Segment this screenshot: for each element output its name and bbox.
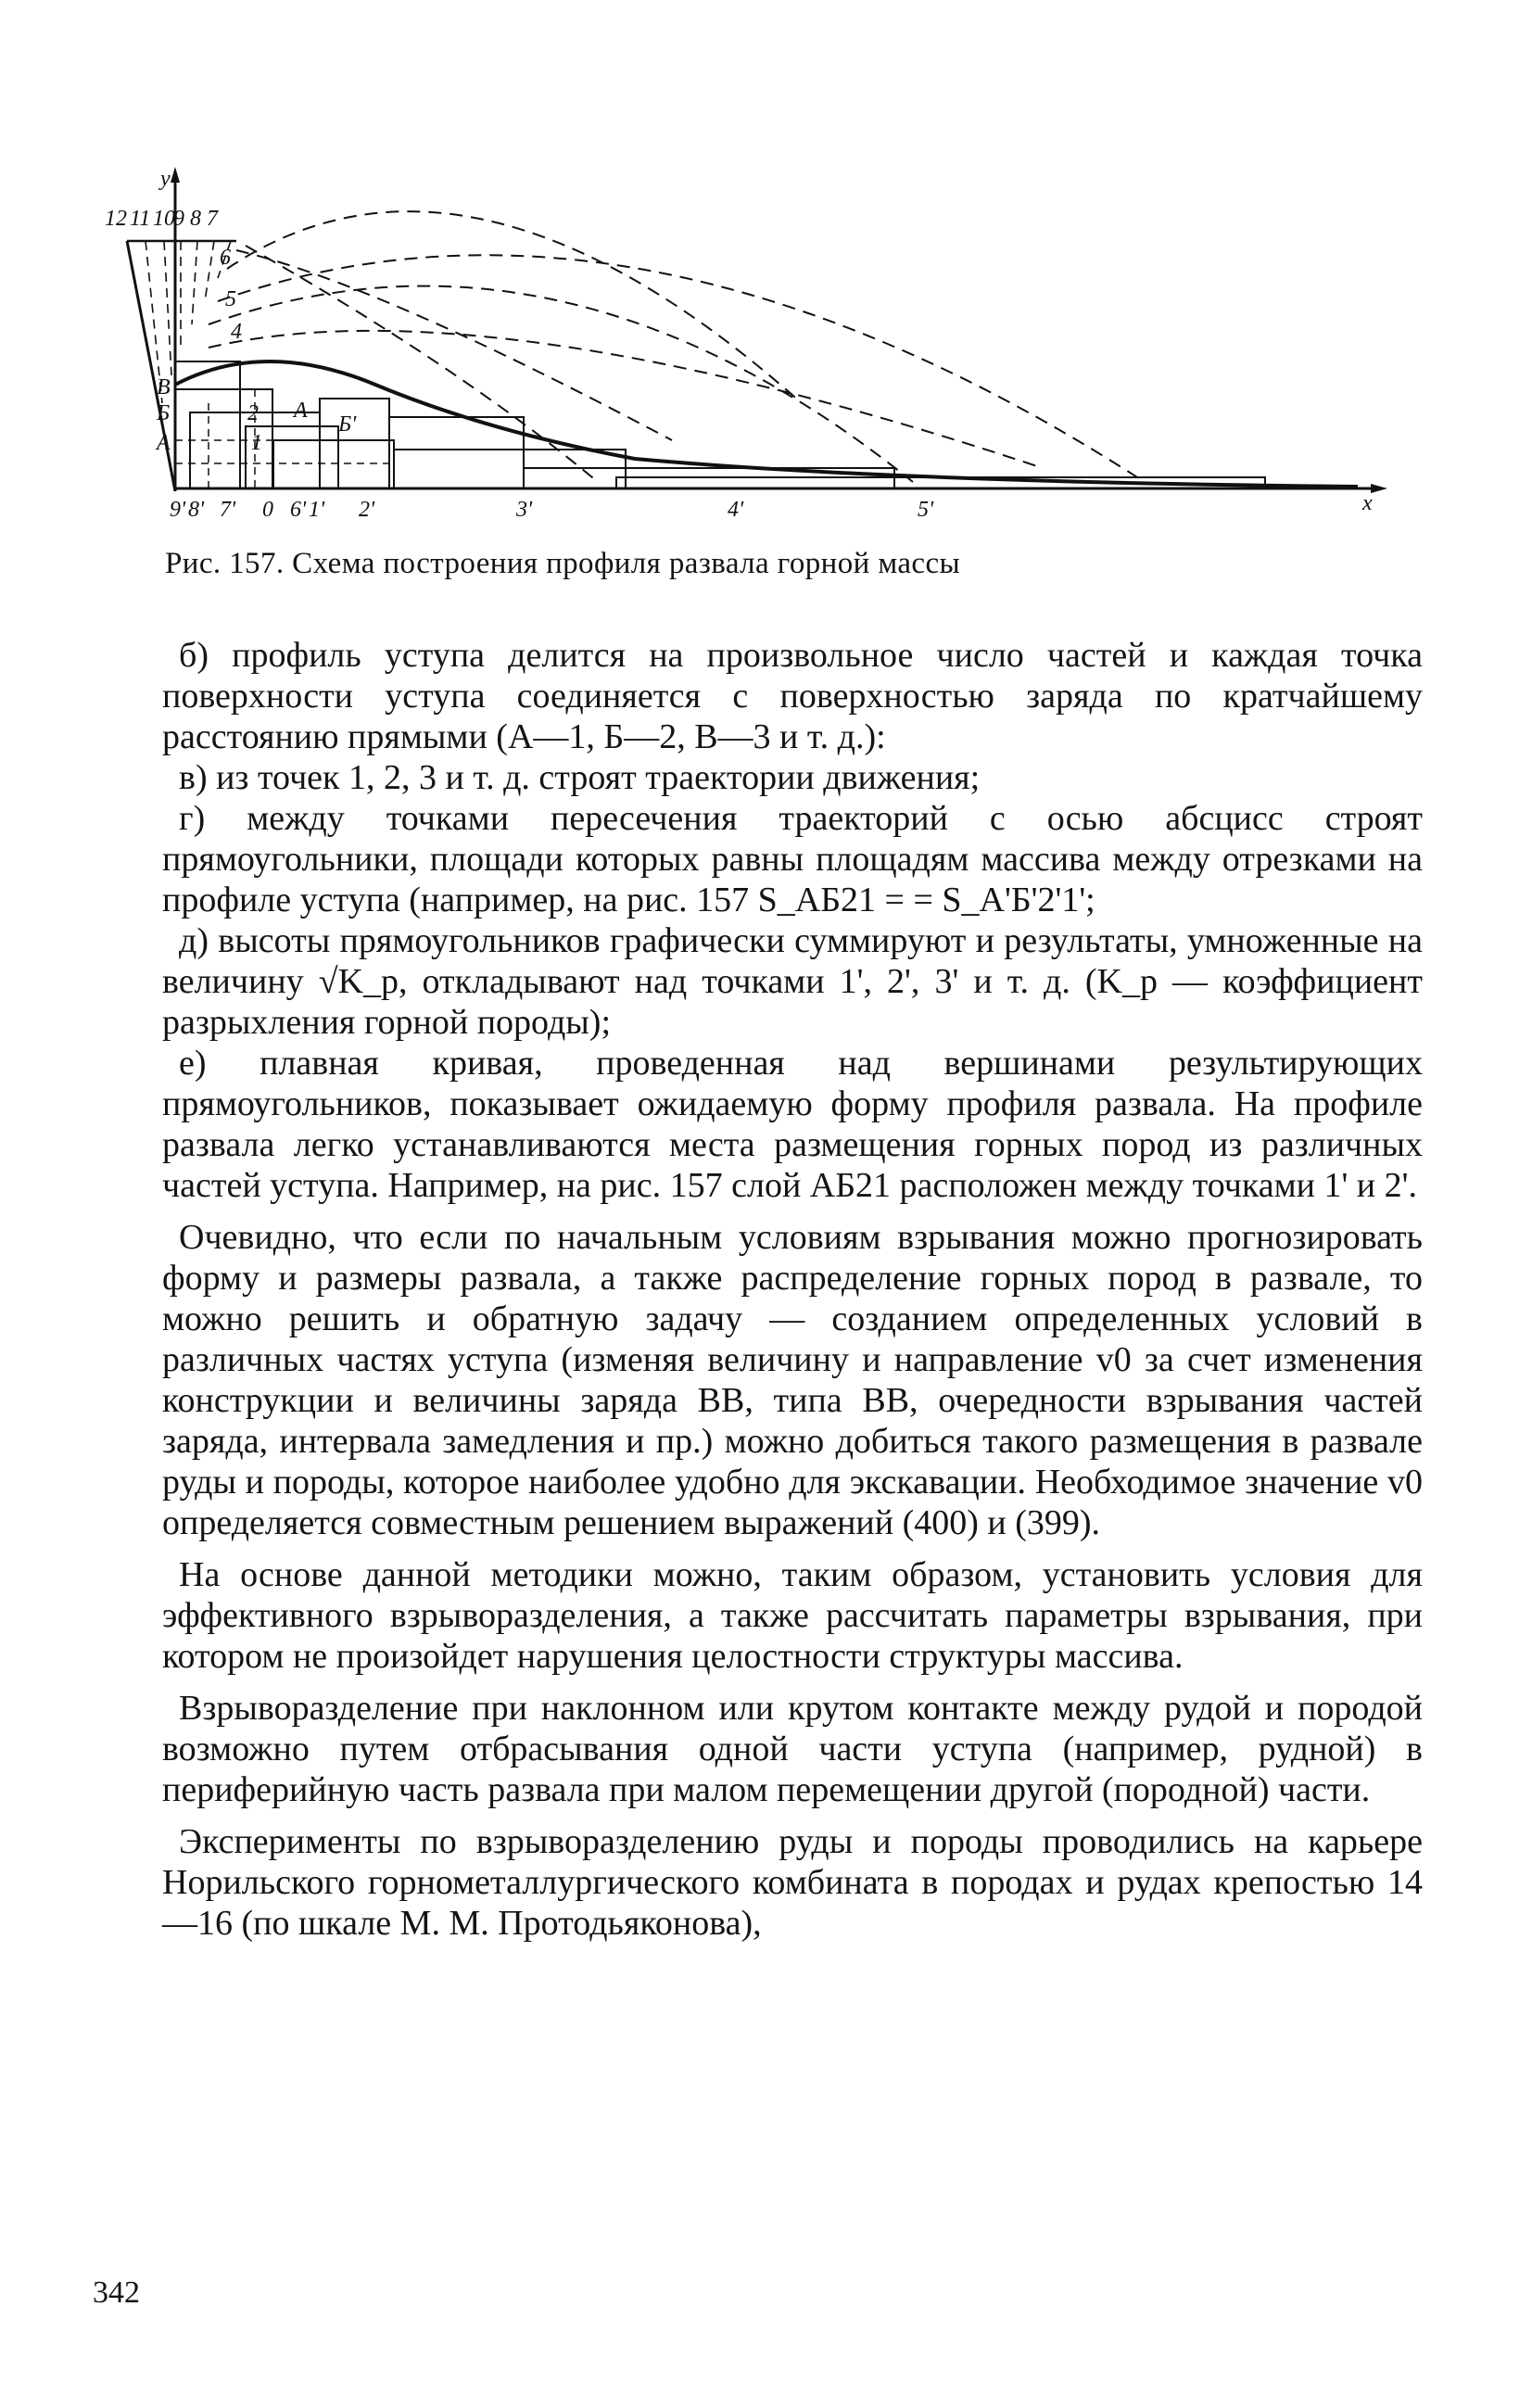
- top-number-label: 10: [153, 207, 175, 231]
- paragraph: е) плавная кривая, проведенная над вершинами результирующих прямоугольников, показывает ожидаемую форму профиля развала. На профиле развала легко устанавливаются места размещения горных пород из различных частей уступа. Например, на рис. 157 слой АБ21 расположен между точками 1' и 2'.: [162, 1044, 1423, 1205]
- bottom-number-label: 6': [290, 498, 307, 522]
- paragraph: в) из точек 1, 2, 3 и т. д. строят траектории движения;: [179, 758, 981, 797]
- slope-number-label: 5: [225, 287, 236, 311]
- inner-letter-label: А: [294, 399, 308, 423]
- y-axis-arrow: [171, 167, 180, 183]
- paragraph: Взрыворазделение при наклонном или крутом контакте между рудой и породой возможно путем отбрасывания одной части уступа (например, рудной) в периферийную часть развала при малом перемещении другой (породной) части.: [162, 1689, 1423, 1809]
- bottom-number-label: 3': [516, 498, 533, 522]
- rect-number-label: 2: [247, 401, 259, 425]
- rock-mass-profile-diagram: [105, 162, 1395, 533]
- bottom-number-label: 9': [170, 498, 186, 522]
- bottom-number-label: 5': [918, 498, 934, 522]
- figure-caption: Рис. 157. Схема построения профиля развала горной массы: [165, 547, 961, 580]
- top-number-label: 9: [173, 207, 184, 231]
- bottom-number-label: 7': [220, 498, 236, 522]
- trajectories: [209, 211, 1145, 482]
- y-axis-label: y: [160, 167, 171, 191]
- x-axis-label: x: [1362, 491, 1373, 515]
- paragraph: б) профиль уступа делится на произвольное число частей и каждая точка поверхности уступа соединяется с поверхностью заряда по кратчайшему расстоянию прямыми (А—1, Б—2, В—3 и т. д.):: [162, 636, 1423, 756]
- paragraph: Эксперименты по взрыворазделению руды и породы проводились на карьере Норильского горнометаллургического комбината в породах и рудах крепостью 14—16 (по шкале М. М. Протодьяконова),: [162, 1822, 1423, 1943]
- rect-letter-label: А: [157, 431, 171, 455]
- bottom-number-label: 4': [728, 498, 744, 522]
- body-text: [162, 635, 1423, 1944]
- top-number-label: 12: [105, 207, 127, 231]
- top-number-label: 11: [130, 207, 151, 231]
- paragraph: д) высоты прямоугольников графически суммируют и результаты, умноженные на величину √K_р, откладывают над точками 1', 2', 3' и т. д. (K_р — коэффициент разрыхления горной породы);: [162, 921, 1423, 1042]
- slope-number-label: 4: [231, 320, 242, 344]
- bottom-number-label: 2': [359, 498, 375, 522]
- rect-letter-label: В: [157, 375, 171, 399]
- bottom-number-label: 8': [188, 498, 205, 522]
- paragraph: На основе данной методики можно, таким образом, установить условия для эффективного взрыворазделения, а также рассчитать параметры взрывания, при котором не произойдет нарушения целостности структуры массива.: [162, 1555, 1423, 1676]
- rect-number-label: 1: [251, 431, 262, 455]
- rectangle-dashes: [175, 389, 394, 488]
- figure-157: [105, 162, 1395, 533]
- bottom-number-label: 1': [309, 498, 325, 522]
- page-number: 342: [93, 2275, 140, 2310]
- rect-letter-label: Б: [157, 401, 171, 425]
- bottom-number-label: 0: [262, 498, 273, 522]
- x-axis-arrow: [1371, 484, 1387, 493]
- slope-number-label: 6: [220, 246, 231, 270]
- paragraph: Очевидно, что если по начальным условиям взрывания можно прогнозировать форму и размеры развала, а также распределение горных пород в развале, то можно решить и обратную задачу — созданием определенных условий в различных частях уступа (изменяя величину и направление v0 за счет изменения конструкции и величины заряда ВВ, типа ВВ, очередности взрывания частей заряда, интервала замедления и пр.) можно добиться такого размещения в развале руды и породы, которое наиболее удобно для экскавации. Необходимое значение v0 определяется совместным решением выражений (400) и (399).: [162, 1218, 1423, 1542]
- top-number-label: 8: [190, 207, 201, 231]
- paragraph: г) между точками пересечения траекторий с осью абсцисс строят прямоугольники, площади которых равны площадям массива между отрезками на профиле уступа (например, на рис. 157 S_АБ21 = = S_А'Б'2'1';: [162, 799, 1423, 919]
- top-number-label: 7: [207, 207, 218, 231]
- inner-letter-label: Б': [338, 412, 357, 437]
